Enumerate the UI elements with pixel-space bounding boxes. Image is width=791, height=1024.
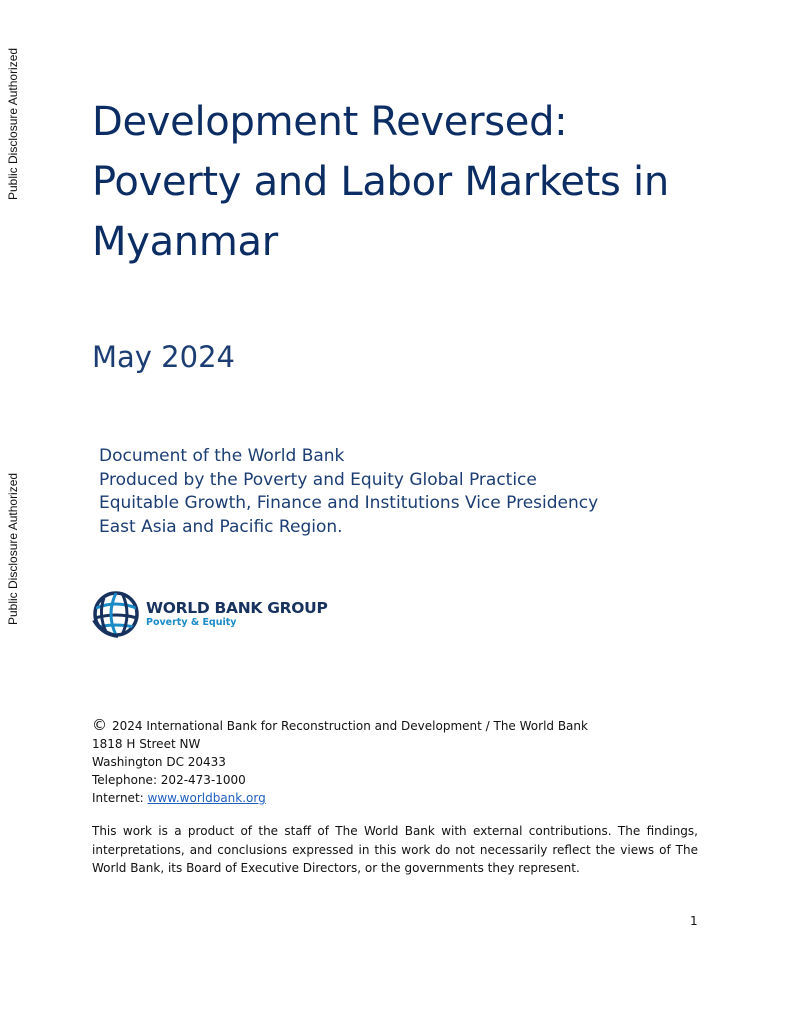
attribution-line: East Asia and Pacific Region. xyxy=(99,516,343,537)
page-number: 1 xyxy=(690,914,698,928)
attribution-line: Produced by the Poverty and Equity Global Practice xyxy=(99,469,537,490)
logo-subtitle: Poverty & Equity xyxy=(146,617,237,628)
attribution-line: Document of the World Bank xyxy=(99,446,345,466)
logo-name: WORLD BANK GROUP xyxy=(146,599,328,617)
copyright-text: 2024 International Bank for Reconstruction and Development / The World Bank xyxy=(112,719,588,733)
copyright-line xyxy=(92,716,588,735)
telephone: Telephone: 202-473-1000 xyxy=(92,773,246,787)
internet-label: Internet: xyxy=(92,791,148,805)
internet-line xyxy=(92,789,588,807)
attribution-line: Equitable Growth, Finance and Institutions Vice Presidency xyxy=(99,493,599,513)
title-line-3: Myanmar xyxy=(92,219,278,265)
public-disclosure-label-bottom: Public Disclosure Authorized xyxy=(6,472,20,625)
globe-icon xyxy=(92,590,140,638)
world-bank-group-logo xyxy=(92,588,328,640)
worldbank-link[interactable]: www.worldbank.org xyxy=(147,791,266,805)
title-line-1: Development Reversed: xyxy=(92,99,568,145)
disclaimer-paragraph: This work is a product of the staff of The World Bank with external contributions. The findings, interpretations, and conclusions expressed in this work do not necessarily reflect the views of The World Bank, its Board of Executive Directors, or the governments they represent. xyxy=(92,824,698,875)
copyright-symbol: © xyxy=(92,716,107,734)
imprint-block xyxy=(92,716,588,807)
title-line-2: Poverty and Labor Markets in xyxy=(92,159,669,205)
city-address: Washington DC 20433 xyxy=(92,755,226,769)
street-address: 1818 H Street NW xyxy=(92,737,201,751)
public-disclosure-label-top: Public Disclosure Authorized xyxy=(6,47,20,200)
publication-date: May 2024 xyxy=(92,340,235,374)
document-attribution xyxy=(99,445,598,539)
document-title xyxy=(92,92,732,272)
